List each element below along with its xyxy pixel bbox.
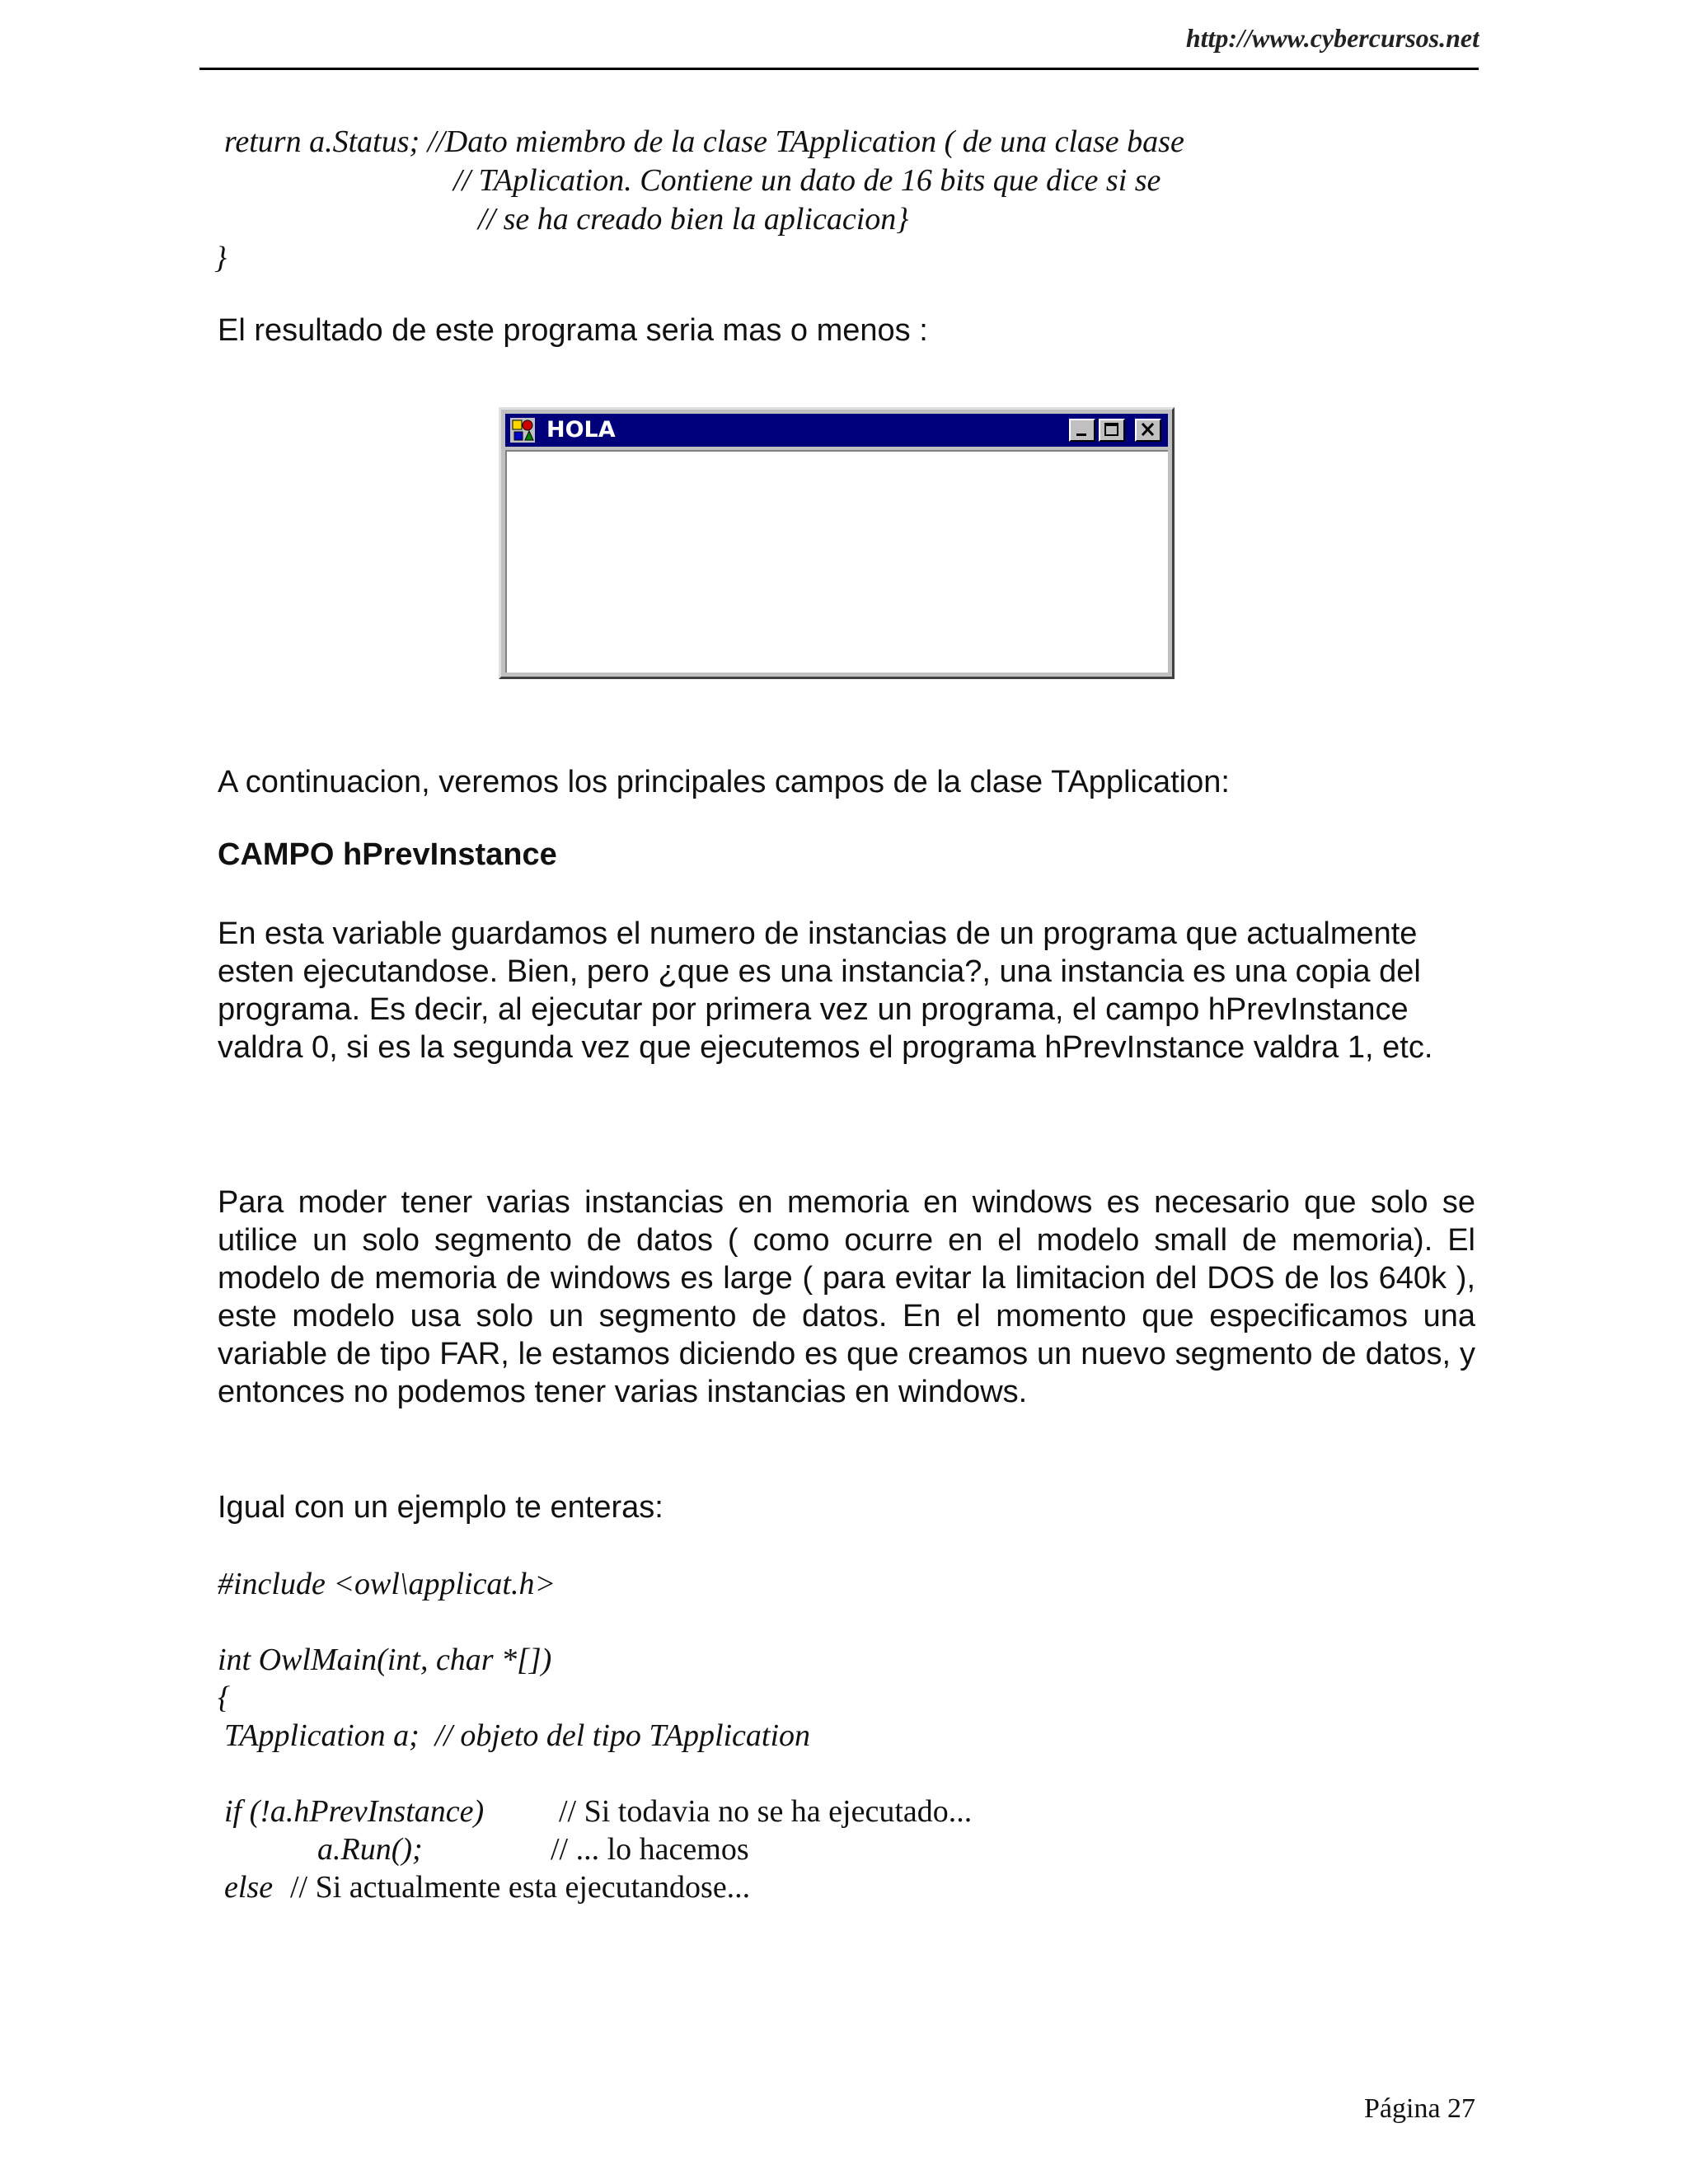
code-line-comment-1: // TAplication. Contiene un dato de 16 bits que dice si se — [453, 163, 1161, 198]
window-client-area — [505, 450, 1168, 673]
minimize-button[interactable] — [1069, 419, 1095, 442]
minimize-icon — [1071, 420, 1094, 440]
code-line-return: return a.Status; //Dato miembro de la clase TApplication ( de una clase base — [224, 124, 1184, 159]
hola-window — [499, 407, 1175, 679]
window-title-bar[interactable] — [505, 414, 1168, 447]
close-icon — [1137, 420, 1160, 440]
page-number: Página 27 — [1364, 2093, 1476, 2124]
code-declaration: TApplication a; // objeto del tipo TApplication — [224, 1718, 811, 1753]
code-close-brace: } — [214, 241, 227, 275]
example-intro: Igual con un ejemplo te enteras: — [218, 1490, 663, 1525]
maximize-icon — [1100, 420, 1123, 440]
result-intro: El resultado de este programa seria mas o menos : — [218, 313, 928, 348]
code-line-comment-2: // se ha creado bien la aplicacion} — [478, 202, 909, 237]
code-run-comment: // ... lo hacemos — [551, 1832, 749, 1867]
code-else: else — [224, 1870, 274, 1905]
header-url: http://www.cybercursos.net — [1185, 23, 1479, 53]
window-title: HOLA — [546, 417, 616, 443]
fields-intro: A continuacion, veremos los principales campos de la clase TApplication: — [218, 765, 1230, 799]
paragraph-memory-model: Para moder tener varias instancias en memoria en windows es necesario que solo se utilice un solo segmento de datos ( como ocurre en el modelo small de memoria). El modelo de memoria de windows es large ( para evitar la limitacion del DOS de los 640k ), este modelo usa solo un segmento de datos. En el momento que especificamos una variable de tipo FAR, le estamos diciendo es que creamos un nuevo segmento de datos, y entonces no podemos tener varias instancias en windows. — [218, 1185, 1475, 1409]
code-run: a.Run(); — [317, 1832, 423, 1867]
close-button[interactable] — [1135, 419, 1161, 442]
code-else-comment: // Si actualmente esta ejecutandose... — [290, 1870, 751, 1905]
code-open-brace: { — [218, 1680, 231, 1715]
application-icon — [510, 418, 535, 443]
section-title: CAMPO hPrevInstance — [218, 837, 557, 872]
code-include: #include <owl\applicat.h> — [218, 1567, 556, 1601]
code-main-signature: int OwlMain(int, char *[]) — [218, 1643, 552, 1677]
code-if: if (!a.hPrevInstance) — [224, 1794, 485, 1829]
code-if-comment: // Si todavia no se ha ejecutado... — [559, 1794, 973, 1829]
header-rule — [199, 68, 1479, 70]
paragraph-hprevinstance: En esta variable guardamos el numero de instancias de un programa que actualmente esten ejecutandose. Bien, pero ¿que es una instancia?, una instancia es una copia del programa. Es decir, al ejecutar por primera vez un programa, el campo hPrevInstance valdra 0, si es la segunda vez que ejecutemos el programa hPrevInstance valdra 1, etc. — [218, 916, 1433, 1065]
maximize-button[interactable] — [1099, 419, 1125, 442]
